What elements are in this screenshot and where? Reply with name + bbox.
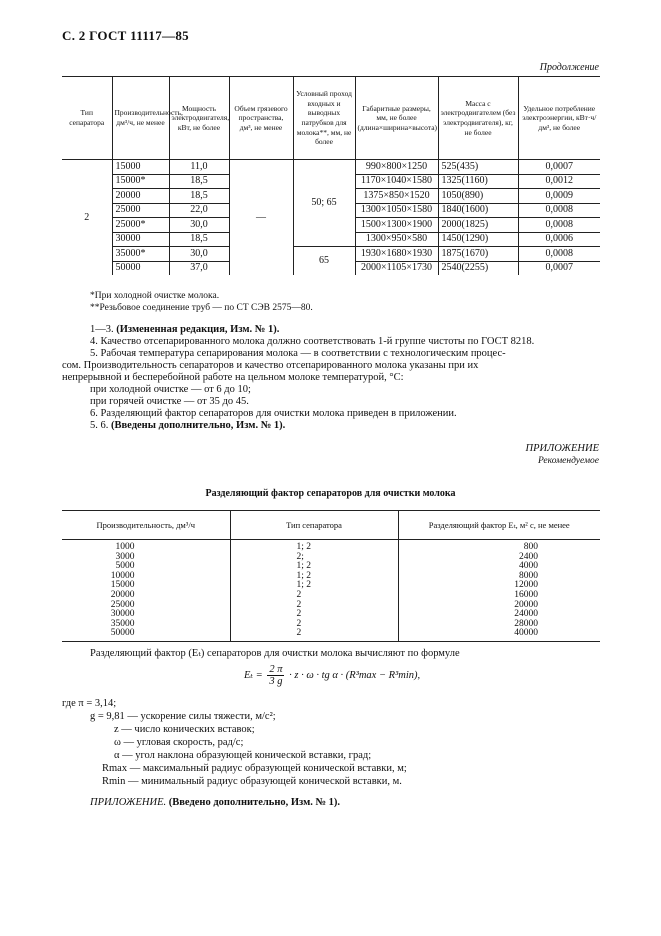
power-cell: 18,5 bbox=[169, 189, 229, 204]
type-cell: 1; 2 bbox=[230, 572, 398, 582]
mass-cell: 1050(890) bbox=[438, 189, 518, 204]
table-row bbox=[62, 629, 600, 641]
legend-line: g = 9,81 — ускорение силы тяжести, м/с²; bbox=[90, 711, 276, 722]
paragraph: при холодной очистке — от 6 до 10; bbox=[90, 384, 251, 395]
energy-cell: 0,0012 bbox=[518, 174, 600, 189]
table-row bbox=[62, 247, 600, 262]
energy-cell: 0,0008 bbox=[518, 203, 600, 218]
passage-cell: 65 bbox=[293, 247, 355, 276]
type-cell: 2 bbox=[230, 629, 398, 641]
factor-cell: 2400 bbox=[398, 553, 600, 563]
para-number: 1—3. bbox=[90, 324, 114, 335]
col-header: Разделяющий фактор Eₜ, м² с, не менее bbox=[398, 511, 600, 540]
energy-cell: 0,0008 bbox=[518, 218, 600, 233]
capacity-cell: 25000* bbox=[112, 218, 169, 233]
col-header: Габаритные размеры, мм, не более (длина×ширина×высота) bbox=[355, 77, 438, 160]
appendix-title: Разделяющий фактор сепараторов для очистки молока bbox=[205, 488, 456, 499]
energy-cell: 0,0009 bbox=[518, 189, 600, 204]
energy-cell: 0,0007 bbox=[518, 160, 600, 175]
factor-cell: 800 bbox=[398, 540, 600, 553]
final-note bbox=[90, 797, 340, 809]
capacity-cell: 50000 bbox=[62, 629, 230, 641]
page-title: С. 2 ГОСТ 11117—85 bbox=[62, 28, 189, 43]
dims-cell: 1375×850×1520 bbox=[355, 189, 438, 204]
formula-lhs: Eₜ = bbox=[244, 669, 263, 681]
paragraph: 5. Рабочая температура сепарирования молока — в соответствии с технологическим процес- bbox=[90, 348, 506, 359]
paragraph: при горячей очистке — от 35 до 45. bbox=[90, 396, 249, 407]
col-header: Производительность, дм³/ч, не менее bbox=[112, 77, 169, 160]
footnote: *При холодной очистке молока. bbox=[90, 291, 220, 301]
dims-cell: 1170×1040×1580 bbox=[355, 174, 438, 189]
factor-cell: 20000 bbox=[398, 601, 600, 611]
separator-type-cell: 2 bbox=[84, 211, 90, 223]
legend-line: ω — угловая скорость, рад/с; bbox=[114, 737, 244, 748]
factor-cell: 16000 bbox=[398, 591, 600, 601]
type-cell: 1; 2 bbox=[230, 562, 398, 572]
passage-cell: 50; 65 bbox=[293, 160, 355, 247]
power-cell: 18,5 bbox=[169, 232, 229, 247]
legend-line: Rmin — минимальный радиус образующей конической вставки, м. bbox=[102, 776, 402, 787]
power-cell: 18,5 bbox=[169, 174, 229, 189]
col-header: Объем грязевого пространства, дм³, не менее bbox=[229, 77, 293, 160]
type-cell: 2 bbox=[230, 620, 398, 630]
factor-cell: 4000 bbox=[398, 562, 600, 572]
final-note-label: ПРИЛОЖЕНИЕ. bbox=[90, 797, 167, 808]
dims-cell: 1930×1680×1930 bbox=[355, 247, 438, 262]
mass-cell: 1840(1600) bbox=[438, 203, 518, 218]
para-number: 5. 6. bbox=[90, 420, 109, 431]
col-header: Производительность, дм³/ч bbox=[62, 511, 230, 540]
capacity-cell: 30000 bbox=[112, 232, 169, 247]
volume-cell: — bbox=[229, 160, 293, 276]
col-header: Условный проход входных и выводных патрубков для молока**, мм, не более bbox=[293, 77, 355, 160]
capacity-cell: 20000 bbox=[110, 589, 135, 600]
type-cell: 1; 2 bbox=[230, 581, 398, 591]
col-header: Тип сепаратора bbox=[230, 511, 398, 540]
capacity-cell: 50000 bbox=[112, 261, 169, 275]
paragraph: 4. Качество отсепарированного молока должно соответствовать 1-й группе чистоты по ГОСТ 8218. bbox=[90, 336, 535, 347]
type-cell: 2 bbox=[230, 591, 398, 601]
dims-cell: 1300×1050×1580 bbox=[355, 203, 438, 218]
dims-cell: 1300×950×580 bbox=[355, 232, 438, 247]
paragraph: 6. Разделяющий фактор сепараторов для очистки молока приведен в приложении. bbox=[90, 408, 457, 419]
legend-line: z — число конических вставок; bbox=[114, 724, 255, 735]
paragraph bbox=[90, 324, 279, 336]
col-header: Масса с электродвигателем (без электродвигателя), кг, не более bbox=[438, 77, 518, 160]
separation-factor-table bbox=[62, 510, 600, 642]
continuation-label: Продолжение bbox=[539, 62, 599, 73]
paragraph: непрерывной и бесперебойной работе на цельном молоке температурой, °С: bbox=[62, 372, 404, 383]
mass-cell: 1875(1670) bbox=[438, 247, 518, 262]
capacity-cell: 35000* bbox=[112, 247, 169, 262]
factor-cell: 28000 bbox=[398, 620, 600, 630]
col-header: Тип сепаратора bbox=[62, 77, 112, 160]
col-header: Удельное потребление электроэнергии, кВт·ч/дм³, не более bbox=[518, 77, 600, 160]
legend-line: α — угол наклона образующей конической вставки, град; bbox=[114, 750, 372, 761]
separator-specs-table bbox=[62, 76, 600, 275]
mass-cell: 525(435) bbox=[438, 160, 518, 175]
energy-cell: 0,0007 bbox=[518, 261, 600, 275]
factor-cell: 8000 bbox=[398, 572, 600, 582]
capacity-cell: 25000 bbox=[110, 599, 135, 610]
type-cell: 2 bbox=[230, 610, 398, 620]
dims-cell: 990×800×1250 bbox=[355, 160, 438, 175]
capacity-cell: 20000 bbox=[112, 189, 169, 204]
appendix-label: ПРИЛОЖЕНИЕ bbox=[525, 443, 599, 454]
table-row bbox=[62, 540, 600, 553]
formula-denominator: 3 g bbox=[269, 676, 283, 687]
formula-numerator: 2 π bbox=[269, 664, 283, 675]
table-header-row bbox=[62, 77, 600, 160]
capacity-cell: 25000 bbox=[112, 203, 169, 218]
amendment-note: (Измененная редакция, Изм. № 1). bbox=[116, 324, 280, 335]
footnote: **Резьбовое соединение труб — по СТ СЭВ 2575—80. bbox=[90, 303, 313, 313]
power-cell: 30,0 bbox=[169, 247, 229, 262]
capacity-cell: 5000 bbox=[115, 561, 135, 572]
formula-rhs: · z · ω · tg α · (R³max − R³min), bbox=[289, 669, 421, 681]
paragraph: сом. Производительность сепараторов и качество отсепарированного молока указаны при их bbox=[62, 360, 479, 371]
factor-cell: 40000 bbox=[398, 629, 600, 641]
appendix-sublabel: Рекомендуемое bbox=[537, 456, 599, 466]
dims-cell: 1500×1300×1900 bbox=[355, 218, 438, 233]
legend-line: Rmax — максимальный радиус образующей конической вставки, м; bbox=[102, 763, 407, 774]
capacity-cell: 10000 bbox=[110, 570, 135, 581]
mass-cell: 1450(1290) bbox=[438, 232, 518, 247]
formula-intro: Разделяющий фактор (Eₜ) сепараторов для очистки молока вычисляют по формуле bbox=[90, 648, 460, 659]
power-cell: 37,0 bbox=[169, 261, 229, 275]
amendment-note: (Введены дополнительно, Изм. № 1). bbox=[111, 420, 286, 431]
mass-cell: 2540(2255) bbox=[438, 261, 518, 275]
power-cell: 11,0 bbox=[169, 160, 229, 175]
factor-cell: 12000 bbox=[398, 581, 600, 591]
power-cell: 22,0 bbox=[169, 203, 229, 218]
paragraph bbox=[90, 420, 285, 432]
capacity-cell: 15000* bbox=[112, 174, 169, 189]
capacity-cell: 3000 bbox=[115, 551, 135, 562]
table-row bbox=[62, 160, 600, 175]
energy-cell: 0,0006 bbox=[518, 232, 600, 247]
capacity-cell: 1000 bbox=[115, 542, 135, 552]
capacity-cell: 35000 bbox=[110, 618, 135, 629]
capacity-cell: 30000 bbox=[110, 609, 135, 620]
power-cell: 30,0 bbox=[169, 218, 229, 233]
final-note-amendment: (Введено дополнительно, Изм. № 1). bbox=[168, 797, 341, 808]
capacity-cell: 15000 bbox=[110, 580, 135, 591]
energy-cell: 0,0008 bbox=[518, 247, 600, 262]
factor-cell: 24000 bbox=[398, 610, 600, 620]
formula-fraction bbox=[267, 664, 284, 687]
type-cell: 1; 2 bbox=[230, 540, 398, 553]
type-cell: 2; bbox=[230, 553, 398, 563]
dims-cell: 2000×1105×1730 bbox=[355, 261, 438, 275]
col-header: Мощность электродвигателя, кВт, не более bbox=[169, 77, 229, 160]
formula bbox=[244, 664, 420, 687]
mass-cell: 1325(1160) bbox=[438, 174, 518, 189]
table-header-row bbox=[62, 511, 600, 540]
capacity-cell: 15000 bbox=[112, 160, 169, 175]
type-cell: 2 bbox=[230, 601, 398, 611]
mass-cell: 2000(1825) bbox=[438, 218, 518, 233]
legend-line: где π = 3,14; bbox=[62, 698, 117, 709]
